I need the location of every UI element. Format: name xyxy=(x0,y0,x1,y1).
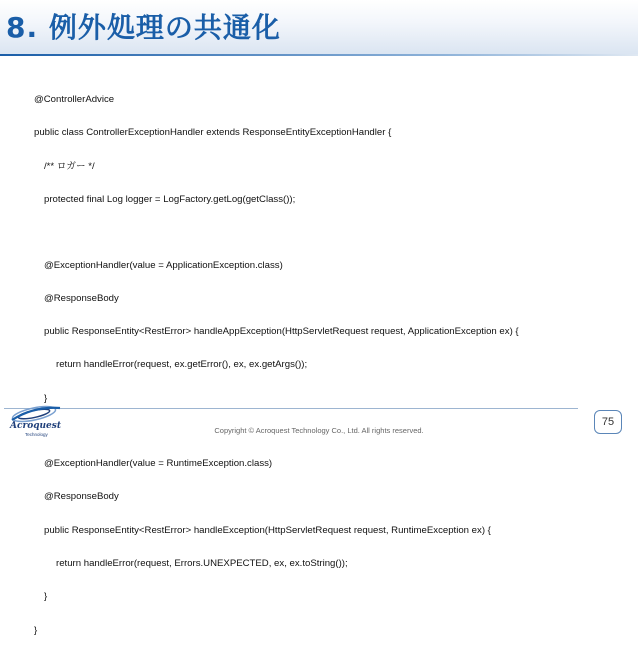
title-accent-line xyxy=(0,54,638,56)
code-line: @ExceptionHandler(value = RuntimeException.class) xyxy=(44,458,273,470)
code-line: } xyxy=(44,591,48,603)
logo-subtext: Technology xyxy=(25,432,48,437)
slide-title: 8. 例外処理の共通化 xyxy=(6,11,281,44)
code-line: /** ロガー */ xyxy=(44,160,95,172)
copyright-text: Copyright © Acroquest Technology Co., Ltd. All rights reserved. xyxy=(214,426,424,435)
code-line: } xyxy=(44,392,48,404)
page-number: 75 xyxy=(594,410,622,434)
code-line: public ResponseEntity<RestError> handleException(HttpServletRequest request, RuntimeException ex) { xyxy=(44,524,491,536)
code-line: return handleError(request, ex.getError(), ex, ex.getArgs()); xyxy=(56,359,308,371)
code-line: @ControllerAdvice xyxy=(34,94,115,106)
footer-divider xyxy=(4,408,578,409)
title-bar xyxy=(0,0,638,56)
code-block xyxy=(34,72,624,647)
code-line: @ResponseBody xyxy=(44,292,119,304)
code-line: protected final Log logger = LogFactory.getLog(getClass()); xyxy=(44,194,296,206)
code-line: } xyxy=(34,624,38,636)
code-line: public ResponseEntity<RestError> handleAppException(HttpServletRequest request, ApplicationException ex) { xyxy=(44,326,519,338)
code-line: @ExceptionHandler(value = ApplicationException.class) xyxy=(44,259,283,271)
code-line: @ResponseBody xyxy=(44,491,119,503)
logo-text: Acroquest xyxy=(10,421,61,431)
code-blank-line xyxy=(34,227,624,237)
code-line: return handleError(request, Errors.UNEXPECTED, ex, ex.toString()); xyxy=(56,557,348,569)
code-line: public class ControllerExceptionHandler extends ResponseEntityExceptionHandler { xyxy=(34,127,392,139)
